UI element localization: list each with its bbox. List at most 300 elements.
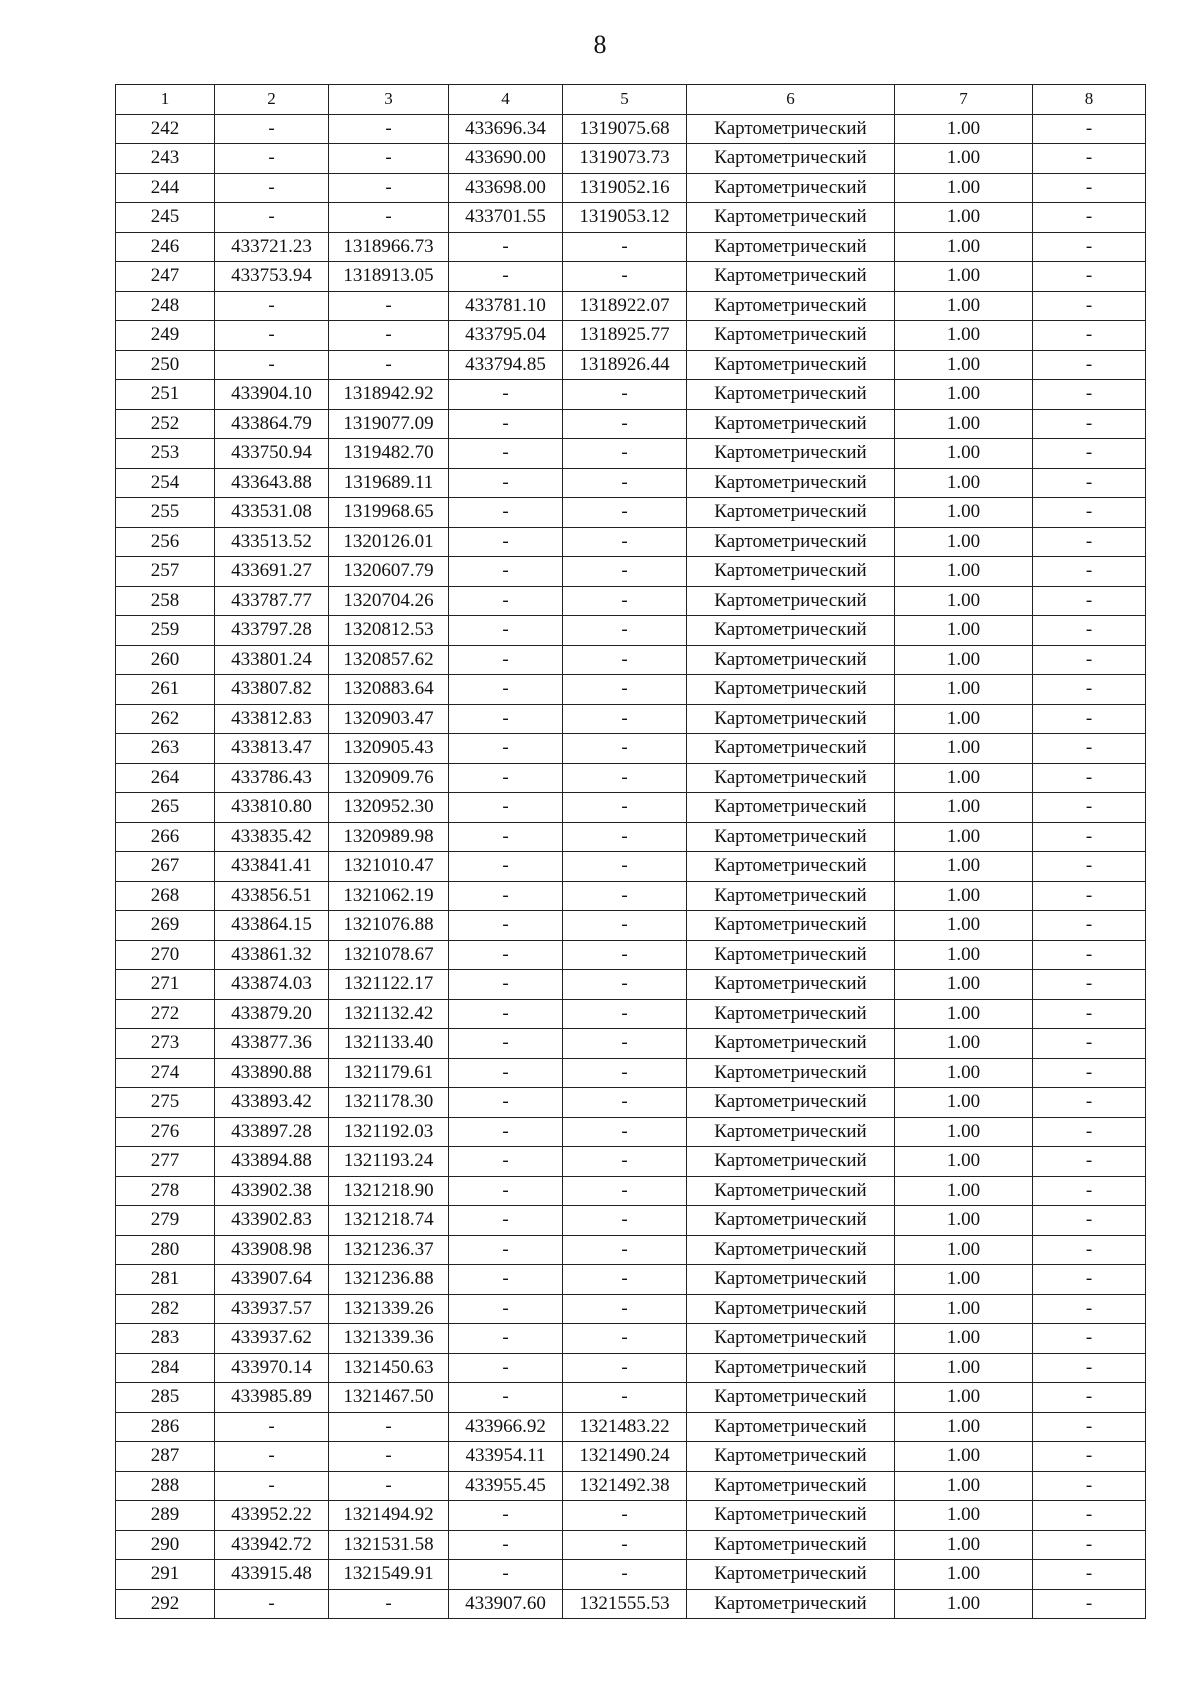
table-cell-col-8: - xyxy=(1033,1324,1146,1354)
table-cell-col-6: Картометрический xyxy=(687,852,895,882)
table-row xyxy=(116,675,1146,705)
table-cell-col-7: 1.00 xyxy=(895,793,1033,823)
table-row xyxy=(116,1530,1146,1560)
table-cell-col-8: - xyxy=(1033,1265,1146,1295)
table-cell-col-3: 1321132.42 xyxy=(329,999,449,1029)
table-cell-col-8: - xyxy=(1033,1471,1146,1501)
table-cell-col-3: 1320812.53 xyxy=(329,616,449,646)
table-cell-col-1: 292 xyxy=(116,1589,215,1619)
table-cell-col-1: 256 xyxy=(116,527,215,557)
table-cell-col-6: Картометрический xyxy=(687,1176,895,1206)
table-cell-col-1: 265 xyxy=(116,793,215,823)
table-cell-col-8: - xyxy=(1033,144,1146,174)
table-row xyxy=(116,1324,1146,1354)
table-cell-col-6: Картометрический xyxy=(687,1206,895,1236)
table-cell-col-6: Картометрический xyxy=(687,173,895,203)
table-row xyxy=(116,616,1146,646)
table-cell-col-3: 1319482.70 xyxy=(329,439,449,469)
table-cell-col-2: 433812.83 xyxy=(215,704,329,734)
table-cell-col-7: 1.00 xyxy=(895,114,1033,144)
table-cell-col-5: - xyxy=(563,409,687,439)
table-cell-col-8: - xyxy=(1033,822,1146,852)
table-cell-col-4: - xyxy=(449,409,563,439)
table-row xyxy=(116,852,1146,882)
table-cell-col-7: 1.00 xyxy=(895,557,1033,587)
table-cell-col-5: - xyxy=(563,675,687,705)
column-header-4: 4 xyxy=(449,85,563,115)
table-cell-col-6: Картометрический xyxy=(687,1058,895,1088)
table-cell-col-5: - xyxy=(563,793,687,823)
table-cell-col-5: - xyxy=(563,1029,687,1059)
table-cell-col-2: 433864.79 xyxy=(215,409,329,439)
table-cell-col-8: - xyxy=(1033,1147,1146,1177)
table-cell-col-2: 433750.94 xyxy=(215,439,329,469)
table-cell-col-1: 269 xyxy=(116,911,215,941)
table-row xyxy=(116,527,1146,557)
table-cell-col-1: 286 xyxy=(116,1412,215,1442)
table-cell-col-8: - xyxy=(1033,1530,1146,1560)
table-cell-col-4: - xyxy=(449,262,563,292)
table-body xyxy=(116,114,1146,1619)
table-cell-col-6: Картометрический xyxy=(687,911,895,941)
table-cell-col-5: - xyxy=(563,1235,687,1265)
table-cell-col-4: - xyxy=(449,1147,563,1177)
table-cell-col-7: 1.00 xyxy=(895,734,1033,764)
table-cell-col-1: 276 xyxy=(116,1117,215,1147)
table-cell-col-4: - xyxy=(449,704,563,734)
table-cell-col-4: - xyxy=(449,1088,563,1118)
table-cell-col-7: 1.00 xyxy=(895,586,1033,616)
table-cell-col-3: - xyxy=(329,1589,449,1619)
table-cell-col-2: 433970.14 xyxy=(215,1353,329,1383)
table-cell-col-7: 1.00 xyxy=(895,1560,1033,1590)
table-cell-col-6: Картометрический xyxy=(687,645,895,675)
table-cell-col-4: - xyxy=(449,675,563,705)
table-cell-col-8: - xyxy=(1033,1442,1146,1472)
table-cell-col-2: - xyxy=(215,291,329,321)
table-cell-col-8: - xyxy=(1033,262,1146,292)
table-cell-col-7: 1.00 xyxy=(895,262,1033,292)
table-cell-col-1: 289 xyxy=(116,1501,215,1531)
table-cell-col-3: - xyxy=(329,114,449,144)
table-cell-col-8: - xyxy=(1033,1383,1146,1413)
table-cell-col-3: 1321494.92 xyxy=(329,1501,449,1531)
table-cell-col-1: 244 xyxy=(116,173,215,203)
table-cell-col-4: - xyxy=(449,940,563,970)
table-cell-col-5: - xyxy=(563,734,687,764)
table-row xyxy=(116,1383,1146,1413)
table-cell-col-1: 250 xyxy=(116,350,215,380)
table-cell-col-2: 433753.94 xyxy=(215,262,329,292)
table-cell-col-3: 1320704.26 xyxy=(329,586,449,616)
table-row xyxy=(116,1235,1146,1265)
table-cell-col-1: 277 xyxy=(116,1147,215,1177)
table-cell-col-1: 263 xyxy=(116,734,215,764)
table-cell-col-5: - xyxy=(563,822,687,852)
table-cell-col-1: 287 xyxy=(116,1442,215,1472)
table-row xyxy=(116,822,1146,852)
table-cell-col-6: Картометрический xyxy=(687,734,895,764)
table-cell-col-1: 290 xyxy=(116,1530,215,1560)
table-cell-col-7: 1.00 xyxy=(895,999,1033,1029)
table-cell-col-1: 245 xyxy=(116,203,215,233)
table-cell-col-8: - xyxy=(1033,1206,1146,1236)
table-cell-col-1: 284 xyxy=(116,1353,215,1383)
table-cell-col-5: - xyxy=(563,704,687,734)
table-cell-col-6: Картометрический xyxy=(687,1029,895,1059)
table-row xyxy=(116,1294,1146,1324)
table-cell-col-4: - xyxy=(449,911,563,941)
table-cell-col-7: 1.00 xyxy=(895,203,1033,233)
table-row xyxy=(116,468,1146,498)
table-cell-col-1: 291 xyxy=(116,1560,215,1590)
table-cell-col-7: 1.00 xyxy=(895,321,1033,351)
table-cell-col-2: - xyxy=(215,1442,329,1472)
table-cell-col-2: 433807.82 xyxy=(215,675,329,705)
table-cell-col-8: - xyxy=(1033,911,1146,941)
table-row xyxy=(116,763,1146,793)
table-cell-col-8: - xyxy=(1033,527,1146,557)
table-cell-col-3: 1318913.05 xyxy=(329,262,449,292)
table-cell-col-2: 433861.32 xyxy=(215,940,329,970)
table-cell-col-5: - xyxy=(563,1294,687,1324)
table-cell-col-3: 1318942.92 xyxy=(329,380,449,410)
table-cell-col-4: 433907.60 xyxy=(449,1589,563,1619)
table-cell-col-3: 1321062.19 xyxy=(329,881,449,911)
table-cell-col-8: - xyxy=(1033,232,1146,262)
table-cell-col-5: - xyxy=(563,940,687,970)
table-cell-col-6: Картометрический xyxy=(687,409,895,439)
table-row xyxy=(116,970,1146,1000)
table-cell-col-4: - xyxy=(449,1117,563,1147)
table-cell-col-2: 433985.89 xyxy=(215,1383,329,1413)
table-cell-col-5: - xyxy=(563,852,687,882)
table-cell-col-4: 433701.55 xyxy=(449,203,563,233)
table-cell-col-4: - xyxy=(449,557,563,587)
table-row xyxy=(116,881,1146,911)
table-cell-col-5: 1318925.77 xyxy=(563,321,687,351)
table-cell-col-3: 1320903.47 xyxy=(329,704,449,734)
table-cell-col-4: 433954.11 xyxy=(449,1442,563,1472)
table-cell-col-7: 1.00 xyxy=(895,1058,1033,1088)
table-cell-col-5: - xyxy=(563,1353,687,1383)
table-cell-col-4: - xyxy=(449,380,563,410)
table-row xyxy=(116,262,1146,292)
column-header-7: 7 xyxy=(895,85,1033,115)
table-row xyxy=(116,114,1146,144)
table-row xyxy=(116,350,1146,380)
table-cell-col-1: 273 xyxy=(116,1029,215,1059)
table-cell-col-4: - xyxy=(449,852,563,882)
table-cell-col-8: - xyxy=(1033,970,1146,1000)
table-cell-col-8: - xyxy=(1033,793,1146,823)
table-cell-col-3: 1321450.63 xyxy=(329,1353,449,1383)
table-cell-col-3: 1321178.30 xyxy=(329,1088,449,1118)
table-cell-col-7: 1.00 xyxy=(895,970,1033,1000)
table-cell-col-6: Картометрический xyxy=(687,203,895,233)
table-cell-col-8: - xyxy=(1033,1176,1146,1206)
table-cell-col-2: 433893.42 xyxy=(215,1088,329,1118)
table-cell-col-6: Картометрический xyxy=(687,822,895,852)
table-cell-col-7: 1.00 xyxy=(895,1471,1033,1501)
table-cell-col-2: - xyxy=(215,173,329,203)
table-cell-col-7: 1.00 xyxy=(895,1265,1033,1295)
table-row xyxy=(116,557,1146,587)
table-cell-col-3: 1321531.58 xyxy=(329,1530,449,1560)
table-cell-col-1: 264 xyxy=(116,763,215,793)
table-cell-col-6: Картометрический xyxy=(687,1412,895,1442)
table-cell-col-3: - xyxy=(329,350,449,380)
table-cell-col-6: Картометрический xyxy=(687,1560,895,1590)
table-cell-col-8: - xyxy=(1033,586,1146,616)
table-cell-col-8: - xyxy=(1033,881,1146,911)
table-cell-col-6: Картометрический xyxy=(687,1530,895,1560)
table-cell-col-2: 433691.27 xyxy=(215,557,329,587)
table-cell-col-6: Картометрический xyxy=(687,1501,895,1531)
table-row xyxy=(116,1147,1146,1177)
table-cell-col-2: 433856.51 xyxy=(215,881,329,911)
table-cell-col-3: 1321179.61 xyxy=(329,1058,449,1088)
table-cell-col-6: Картометрический xyxy=(687,1265,895,1295)
table-cell-col-3: 1321236.37 xyxy=(329,1235,449,1265)
table-cell-col-4: 433966.92 xyxy=(449,1412,563,1442)
table-cell-col-4: - xyxy=(449,527,563,557)
table-cell-col-7: 1.00 xyxy=(895,1353,1033,1383)
table-cell-col-4: - xyxy=(449,1501,563,1531)
table-cell-col-8: - xyxy=(1033,704,1146,734)
table-cell-col-4: - xyxy=(449,881,563,911)
table-row xyxy=(116,999,1146,1029)
table-cell-col-1: 288 xyxy=(116,1471,215,1501)
table-cell-col-4: - xyxy=(449,232,563,262)
table-cell-col-4: - xyxy=(449,645,563,675)
table-cell-col-1: 259 xyxy=(116,616,215,646)
table-cell-col-4: - xyxy=(449,1058,563,1088)
table-cell-col-1: 247 xyxy=(116,262,215,292)
table-cell-col-2: 433890.88 xyxy=(215,1058,329,1088)
table-row xyxy=(116,1589,1146,1619)
table-cell-col-6: Картометрический xyxy=(687,881,895,911)
table-cell-col-7: 1.00 xyxy=(895,527,1033,557)
table-cell-col-7: 1.00 xyxy=(895,1088,1033,1118)
table-cell-col-6: Картометрический xyxy=(687,1471,895,1501)
table-cell-col-4: - xyxy=(449,793,563,823)
table-cell-col-5: - xyxy=(563,1530,687,1560)
table-row xyxy=(116,1176,1146,1206)
table-cell-col-1: 268 xyxy=(116,881,215,911)
table-cell-col-4: - xyxy=(449,1029,563,1059)
table-cell-col-2: 433952.22 xyxy=(215,1501,329,1531)
table-row xyxy=(116,911,1146,941)
table-cell-col-7: 1.00 xyxy=(895,1294,1033,1324)
table-row xyxy=(116,409,1146,439)
table-cell-col-8: - xyxy=(1033,1294,1146,1324)
table-cell-col-2: - xyxy=(215,1471,329,1501)
table-cell-col-3: 1321010.47 xyxy=(329,852,449,882)
table-cell-col-5: - xyxy=(563,1176,687,1206)
table-cell-col-7: 1.00 xyxy=(895,439,1033,469)
table-cell-col-1: 272 xyxy=(116,999,215,1029)
table-cell-col-5: 1321555.53 xyxy=(563,1589,687,1619)
table-cell-col-5: - xyxy=(563,1206,687,1236)
table-cell-col-1: 266 xyxy=(116,822,215,852)
table-cell-col-6: Картометрический xyxy=(687,586,895,616)
table-cell-col-7: 1.00 xyxy=(895,350,1033,380)
table-cell-col-6: Картометрический xyxy=(687,380,895,410)
column-header-6: 6 xyxy=(687,85,895,115)
table-cell-col-7: 1.00 xyxy=(895,763,1033,793)
table-cell-col-6: Картометрический xyxy=(687,940,895,970)
table-cell-col-5: - xyxy=(563,1147,687,1177)
table-row xyxy=(116,439,1146,469)
table-cell-col-7: 1.00 xyxy=(895,852,1033,882)
table-cell-col-2: 433643.88 xyxy=(215,468,329,498)
table-cell-col-7: 1.00 xyxy=(895,1383,1033,1413)
table-header-row xyxy=(116,85,1146,115)
table-row xyxy=(116,704,1146,734)
table-cell-col-2: - xyxy=(215,144,329,174)
table-cell-col-7: 1.00 xyxy=(895,173,1033,203)
table-cell-col-1: 280 xyxy=(116,1235,215,1265)
coordinates-table xyxy=(115,84,1146,1619)
table-cell-col-6: Картометрический xyxy=(687,557,895,587)
table-cell-col-2: 433810.80 xyxy=(215,793,329,823)
table-cell-col-2: 433835.42 xyxy=(215,822,329,852)
table-cell-col-8: - xyxy=(1033,468,1146,498)
table-cell-col-4: - xyxy=(449,1530,563,1560)
table-cell-col-4: 433698.00 xyxy=(449,173,563,203)
table-cell-col-1: 242 xyxy=(116,114,215,144)
table-cell-col-3: 1320989.98 xyxy=(329,822,449,852)
table-cell-col-3: - xyxy=(329,321,449,351)
table-cell-col-2: 433874.03 xyxy=(215,970,329,1000)
table-cell-col-7: 1.00 xyxy=(895,380,1033,410)
table-cell-col-8: - xyxy=(1033,1560,1146,1590)
table-cell-col-1: 274 xyxy=(116,1058,215,1088)
table-cell-col-5: - xyxy=(563,1265,687,1295)
table-row xyxy=(116,321,1146,351)
table-row xyxy=(116,144,1146,174)
table-cell-col-2: 433904.10 xyxy=(215,380,329,410)
table-cell-col-3: 1319968.65 xyxy=(329,498,449,528)
table-cell-col-6: Картометрический xyxy=(687,1088,895,1118)
table-cell-col-8: - xyxy=(1033,1058,1146,1088)
table-cell-col-8: - xyxy=(1033,1117,1146,1147)
table-cell-col-5: 1321483.22 xyxy=(563,1412,687,1442)
table-cell-col-5: - xyxy=(563,557,687,587)
table-cell-col-3: 1320909.76 xyxy=(329,763,449,793)
table-cell-col-5: - xyxy=(563,1383,687,1413)
table-cell-col-3: - xyxy=(329,1471,449,1501)
table-cell-col-3: 1320883.64 xyxy=(329,675,449,705)
table-cell-col-4: - xyxy=(449,1353,563,1383)
table-cell-col-8: - xyxy=(1033,350,1146,380)
table-cell-col-5: 1318922.07 xyxy=(563,291,687,321)
table-cell-col-2: - xyxy=(215,1589,329,1619)
table-cell-col-3: 1321339.36 xyxy=(329,1324,449,1354)
table-cell-col-6: Картометрический xyxy=(687,675,895,705)
table-cell-col-6: Картометрический xyxy=(687,1324,895,1354)
table-cell-col-8: - xyxy=(1033,498,1146,528)
table-cell-col-4: - xyxy=(449,1265,563,1295)
table-cell-col-8: - xyxy=(1033,173,1146,203)
table-cell-col-2: 433902.38 xyxy=(215,1176,329,1206)
table-cell-col-2: 433531.08 xyxy=(215,498,329,528)
table-cell-col-3: - xyxy=(329,203,449,233)
table-cell-col-5: - xyxy=(563,1058,687,1088)
table-cell-col-7: 1.00 xyxy=(895,911,1033,941)
table-cell-col-6: Картометрический xyxy=(687,793,895,823)
table-cell-col-2: 433813.47 xyxy=(215,734,329,764)
table-row xyxy=(116,1088,1146,1118)
table-cell-col-5: - xyxy=(563,911,687,941)
table-row xyxy=(116,1353,1146,1383)
table-cell-col-8: - xyxy=(1033,1029,1146,1059)
table-cell-col-6: Картометрический xyxy=(687,1589,895,1619)
table-cell-col-8: - xyxy=(1033,557,1146,587)
table-cell-col-4: - xyxy=(449,822,563,852)
table-cell-col-4: 433690.00 xyxy=(449,144,563,174)
column-header-5: 5 xyxy=(563,85,687,115)
table-cell-col-4: - xyxy=(449,970,563,1000)
table-cell-col-1: 283 xyxy=(116,1324,215,1354)
table-cell-col-4: 433795.04 xyxy=(449,321,563,351)
table-cell-col-5: - xyxy=(563,498,687,528)
table-cell-col-1: 275 xyxy=(116,1088,215,1118)
table-cell-col-6: Картометрический xyxy=(687,616,895,646)
table-cell-col-2: 433787.77 xyxy=(215,586,329,616)
table-cell-col-1: 246 xyxy=(116,232,215,262)
table-row xyxy=(116,498,1146,528)
table-cell-col-8: - xyxy=(1033,380,1146,410)
table-cell-col-5: 1321490.24 xyxy=(563,1442,687,1472)
table-cell-col-5: 1319053.12 xyxy=(563,203,687,233)
table-cell-col-2: 433915.48 xyxy=(215,1560,329,1590)
table-cell-col-5: - xyxy=(563,380,687,410)
table-row xyxy=(116,1117,1146,1147)
table-cell-col-8: - xyxy=(1033,203,1146,233)
table-cell-col-5: 1318926.44 xyxy=(563,350,687,380)
table-cell-col-8: - xyxy=(1033,763,1146,793)
table-cell-col-3: - xyxy=(329,1412,449,1442)
table-cell-col-3: 1321549.91 xyxy=(329,1560,449,1590)
table-cell-col-1: 261 xyxy=(116,675,215,705)
table-cell-col-7: 1.00 xyxy=(895,1117,1033,1147)
table-cell-col-3: 1320126.01 xyxy=(329,527,449,557)
table-cell-col-6: Картометрический xyxy=(687,1442,895,1472)
table-cell-col-3: 1321078.67 xyxy=(329,940,449,970)
table-cell-col-4: - xyxy=(449,1560,563,1590)
table-row xyxy=(116,1471,1146,1501)
table-cell-col-5: - xyxy=(563,645,687,675)
table-cell-col-1: 253 xyxy=(116,439,215,469)
table-cell-col-8: - xyxy=(1033,409,1146,439)
table-cell-col-5: - xyxy=(563,1088,687,1118)
table-row xyxy=(116,291,1146,321)
table-cell-col-7: 1.00 xyxy=(895,1530,1033,1560)
table-cell-col-5: - xyxy=(563,1501,687,1531)
table-cell-col-6: Картометрический xyxy=(687,999,895,1029)
table-cell-col-8: - xyxy=(1033,734,1146,764)
table-cell-col-2: 433908.98 xyxy=(215,1235,329,1265)
table-row xyxy=(116,793,1146,823)
table-cell-col-2: 433907.64 xyxy=(215,1265,329,1295)
table-cell-col-4: 433794.85 xyxy=(449,350,563,380)
table-cell-col-8: - xyxy=(1033,999,1146,1029)
table-cell-col-8: - xyxy=(1033,1353,1146,1383)
table-cell-col-1: 257 xyxy=(116,557,215,587)
table-cell-col-4: - xyxy=(449,586,563,616)
